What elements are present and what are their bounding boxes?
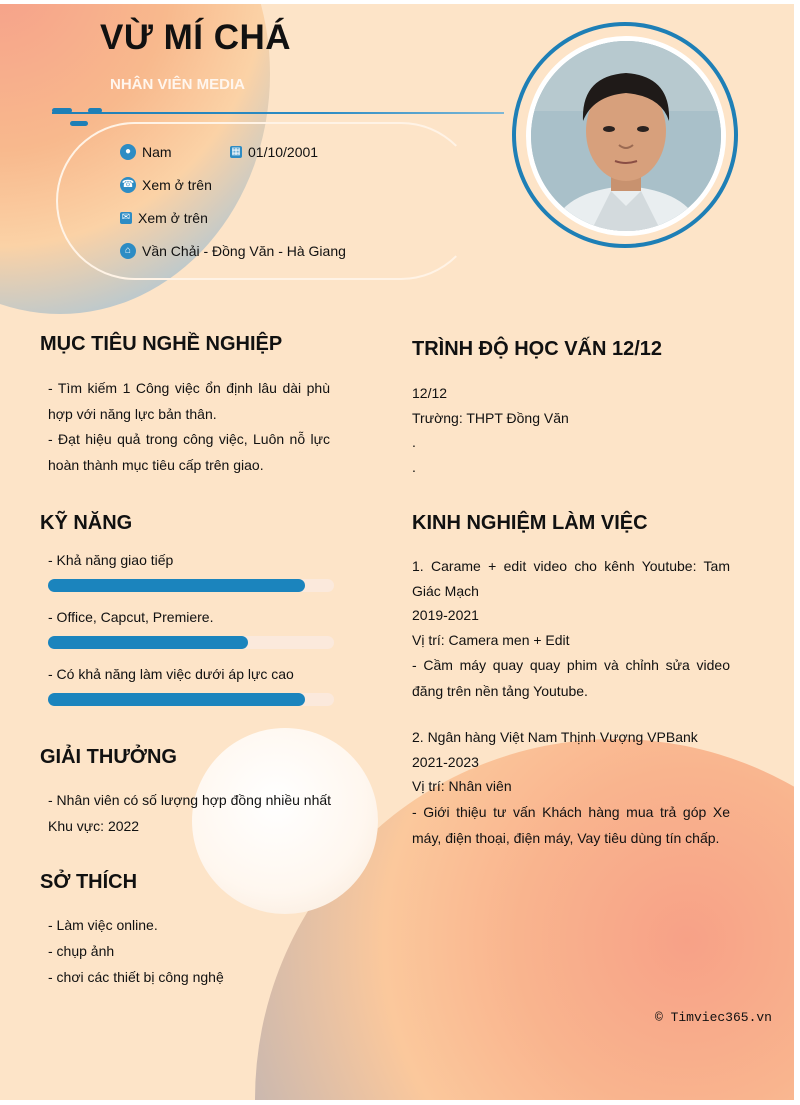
job-position: Vị trí: Camera men + Edit <box>412 631 570 648</box>
skill-bar-fill <box>48 579 305 592</box>
divider-dash <box>70 121 88 126</box>
email-row <box>120 210 208 226</box>
birthdate-value: 01/10/2001 <box>248 144 319 160</box>
experience-title: KINH NGHIỆM LÀM VIỆC <box>412 512 648 534</box>
candidate-name: VỪ MÍ CHÁ <box>100 18 292 57</box>
education-line: 12/12 <box>412 385 448 401</box>
skill-label: - Khả năng giao tiếp <box>48 552 174 568</box>
gender-value: Nam <box>142 144 172 160</box>
calendar-icon: ▦ <box>231 146 241 157</box>
objective-line: - Tìm kiếm 1 Công việc ổn định lâu dài phù hợp với năng lực bản thân. <box>48 380 330 422</box>
home-icon: ⌂ <box>120 243 136 259</box>
footer-credit: © Timviec365.vn <box>654 1010 772 1025</box>
candidate-role: NHÂN VIÊN MEDIA <box>110 76 246 93</box>
objective-text <box>48 376 330 478</box>
header-divider <box>52 112 504 114</box>
email-value: Xem ở trên <box>138 210 208 226</box>
awards-text <box>48 788 348 839</box>
hobbies-text <box>48 912 348 990</box>
divider-dash <box>52 108 72 113</box>
address-value: Vần Chải - Đồng Văn - Hà Giang <box>142 243 346 259</box>
experience-job-2 <box>412 725 730 851</box>
portrait-photo <box>531 41 721 231</box>
gender-row <box>120 144 172 160</box>
cv-page <box>0 4 794 1100</box>
birthdate-row <box>230 144 318 160</box>
skill-bar <box>48 636 334 649</box>
job-title: 2. Ngân hàng Việt Nam Thịnh Vượng VPBank <box>412 729 698 745</box>
skill-bar-fill <box>48 636 248 649</box>
education-title: TRÌNH ĐỘ HỌC VẤN 12/12 <box>412 338 663 360</box>
divider-dash <box>88 108 102 113</box>
awards-line: Khu vực: 2022 <box>48 817 140 834</box>
hobby-line: - Làm việc online. <box>48 917 158 933</box>
avatar <box>526 36 726 236</box>
awards-line: - Nhân viên có số lượng hợp đồng nhiều nhất <box>48 792 332 808</box>
job-years: 2019-2021 <box>412 607 479 623</box>
job-title: 1. Carame + edit video cho kênh Youtube: Tam Giác Mạch <box>412 558 730 599</box>
skills-title: KỸ NĂNG <box>40 512 133 534</box>
phone-icon: ☎ <box>120 177 136 193</box>
skill-label: - Có khả năng làm việc dưới áp lực cao <box>48 666 294 682</box>
phone-value: Xem ở trên <box>142 177 212 193</box>
job-description: - Giới thiệu tư vấn Khách hàng mua trả góp Xe máy, điện thoại, điện máy, Vay tiêu dùng tín chấp. <box>412 803 730 846</box>
address-row <box>120 243 346 259</box>
skill-label: - Office, Capcut, Premiere. <box>48 609 214 625</box>
skill-bar <box>48 579 334 592</box>
education-line: . <box>412 458 416 475</box>
education-line: Trường: THPT Đồng Văn <box>412 409 569 426</box>
hobby-line: - chụp ảnh <box>48 943 115 959</box>
awards-title: GIẢI THƯỞNG <box>40 746 177 768</box>
email-icon: ✉ <box>121 212 131 223</box>
skill-bar-fill <box>48 693 305 706</box>
job-position: Vị trí: Nhân viên <box>412 778 512 794</box>
skill-bar <box>48 693 334 706</box>
user-icon: ● <box>120 144 136 160</box>
education-line: . <box>412 434 416 450</box>
hobbies-title: SỞ THÍCH <box>40 871 138 893</box>
objective-line: - Đạt hiệu quả trong công việc, Luôn nỗ lực hoàn thành mục tiêu cấp trên giao. <box>48 431 330 473</box>
experience-job-1 <box>412 554 730 704</box>
job-years: 2021-2023 <box>412 753 479 770</box>
phone-row <box>120 177 212 193</box>
objective-title: MỤC TIÊU NGHỀ NGHIỆP <box>40 333 283 355</box>
job-description: - Cầm máy quay quay phim và chỉnh sửa video đăng trên nền tảng Youtube. <box>412 657 730 699</box>
hobby-line: - chơi các thiết bị công nghệ <box>48 969 224 985</box>
education-text <box>412 381 730 479</box>
